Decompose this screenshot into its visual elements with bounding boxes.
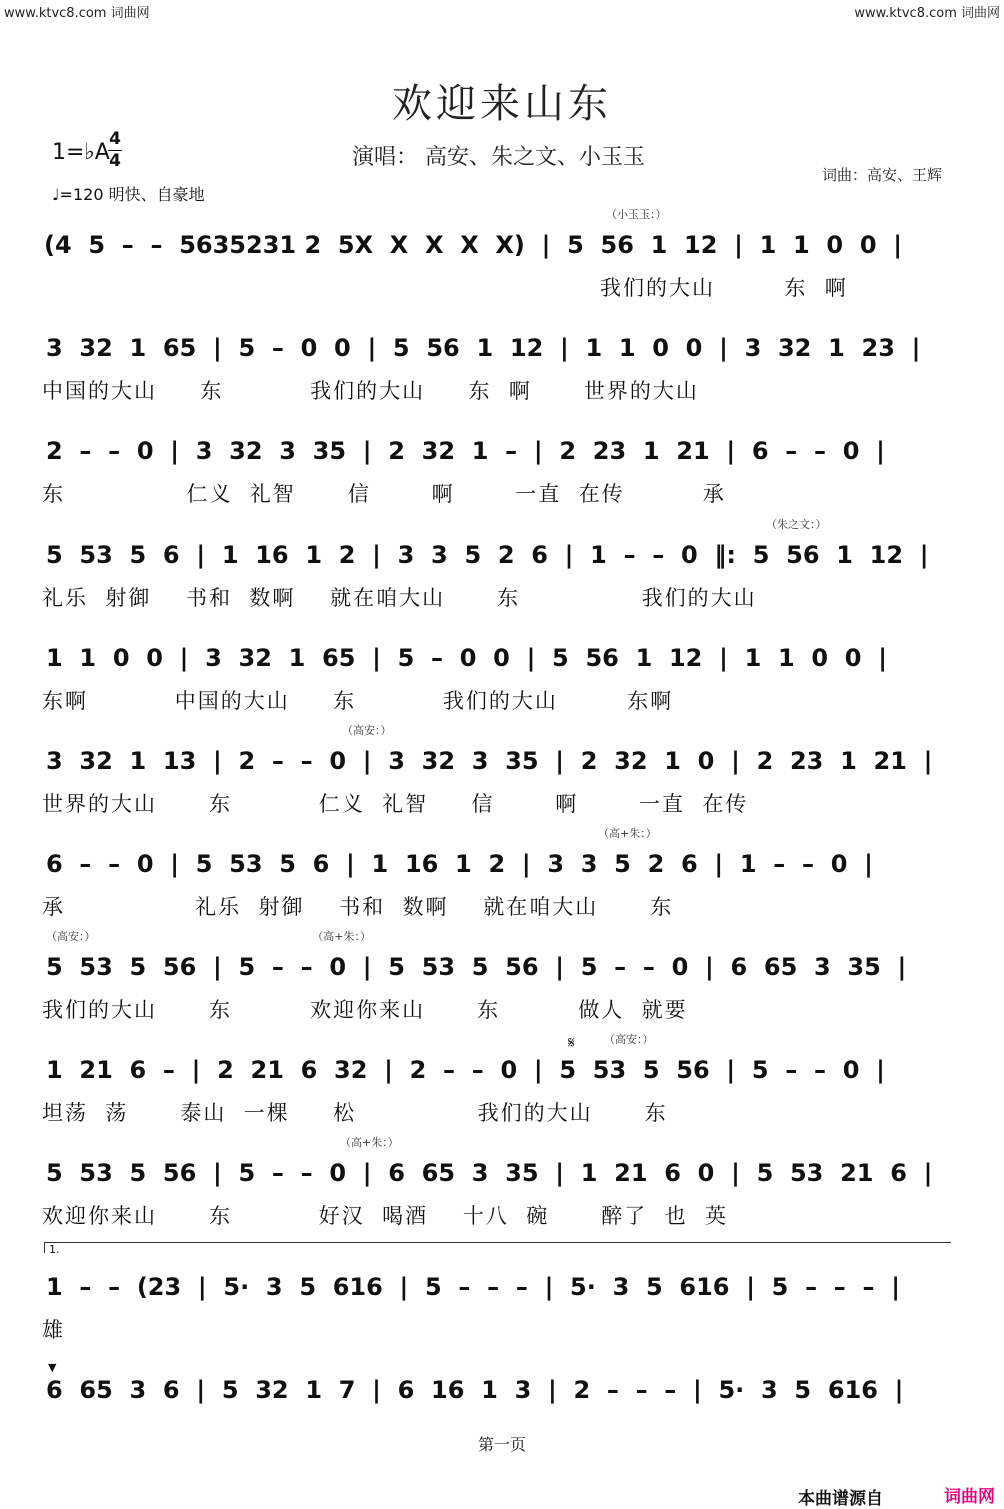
section-label: （高+朱：） (598, 827, 657, 840)
notation (40, 746, 960, 786)
volta-label: 1. (49, 1243, 60, 1256)
lyrics: 东啊 中国的大山 东 我们的大山 东啊 (42, 689, 674, 713)
song-title: 欢迎来山东 (392, 81, 612, 127)
section-label: （高安：） (342, 724, 392, 737)
credits: 词曲：高安、王辉 (822, 166, 943, 184)
site-url-right: www.ktvc8.com 词曲网 (854, 6, 1000, 21)
lyrics: 礼乐 射御 书和 数啊 就在咱大山 东 我们的大山 (42, 586, 757, 610)
notes-text: 3 32 1 65 | 5 – 0 0 | 5 56 1 12 | 1 1 0 0 | 3 32 1 23 | (46, 334, 921, 362)
source-label: 本曲谱源自 (798, 1489, 883, 1509)
notes-text: 2 – – 0 | 3 32 3 35 | 2 32 1 – | 2 23 1 21 | 6 – – 0 | (46, 437, 885, 465)
time-signature-bottom: 4 (109, 151, 121, 171)
lyrics: 我们的大山 东 啊 (600, 276, 848, 300)
lyrics: 坦荡 荡 泰山 一棵 松 我们的大山 东 (42, 1101, 668, 1125)
lyrics: 东 仁义 礼智 信 啊 一直 在传 承 (42, 482, 726, 506)
score-line-6 (0, 724, 1004, 846)
lyrics: 欢迎你来山 东 好汉 喝酒 十八 碗 醉了 也 英 (42, 1204, 728, 1228)
time-signature-top: 4 (109, 129, 121, 149)
notation (40, 643, 960, 683)
score-line-5 (0, 643, 1004, 743)
notes-text: 3 32 1 13 | 2 – – 0 | 3 32 3 35 | 2 32 1 0 | 2 23 1 21 | (46, 747, 933, 775)
page-number: 第一页 (477, 1435, 526, 1454)
notes-text: 5 53 5 6 | 1 16 1 2 | 3 3 5 2 6 | 1 – – 0 ‖: 5 56 1 12 | (46, 541, 929, 569)
lyrics: 雄 (42, 1318, 65, 1342)
lyrics: 承 礼乐 射御 书和 数啊 就在咱大山 东 (42, 895, 674, 919)
section-label: （朱之文：） (766, 518, 827, 531)
lyrics: 世界的大山 东 仁义 礼智 信 啊 一直 在传 (42, 792, 749, 816)
section-label: （小玉玉：） (606, 208, 667, 221)
score-line-4 (0, 518, 1004, 640)
notation (40, 230, 960, 270)
notes-text: 5 53 5 56 | 5 – – 0 | 6 65 3 35 | 1 21 6 0 | 5 53 21 6 | (46, 1159, 933, 1187)
site-url-left: www.ktvc8.com 词曲网 (4, 6, 150, 21)
notes-text: 1 21 6 – | 2 21 6 32 | 2 – – 0 | 5 53 5 56 | 5 – – 0 | (46, 1056, 885, 1084)
tempo-marking: ♩=120 明快、自豪地 (52, 185, 205, 204)
notation (40, 436, 960, 476)
notation (40, 333, 960, 373)
accent-marker-icon: ▼ (48, 1361, 57, 1374)
notes-text: 1 1 0 0 | 3 32 1 65 | 5 – 0 0 | 5 56 1 12 | 1 1 0 0 | (46, 644, 887, 672)
singers: 演唱： 高安、朱之文、小玉玉 (352, 145, 645, 170)
section-label: （高安：） (604, 1033, 654, 1046)
notation (40, 1272, 960, 1312)
section-label: （高+朱：） (340, 1136, 399, 1149)
notes-text: 6 – – 0 | 5 53 5 6 | 1 16 1 2 | 3 3 5 2 6 | 1 – – 0 | (46, 850, 873, 878)
segno-icon: 𝄋 (568, 1033, 575, 1052)
notation (40, 1158, 960, 1198)
score-line-9 (0, 1033, 1004, 1155)
volta-bracket (44, 1242, 951, 1256)
score-line-11 (0, 1272, 1004, 1372)
notes-text: 1 – – (23 | 5· 3 5 616 | 5 – – – | 5· 3 5 616 | 5 – – – | (46, 1273, 900, 1301)
notation (40, 952, 960, 992)
notation (40, 849, 960, 889)
score-line-8 (0, 930, 1004, 1052)
key-signature: 1=♭A (52, 140, 110, 165)
notation (40, 1375, 960, 1415)
lyrics: 我们的大山 东 欢迎你来山 东 做人 就要 (42, 998, 688, 1022)
site-logo: 词曲网 (944, 1487, 995, 1507)
notation (40, 1055, 960, 1095)
notes-text: (4 5 – – 5635231 2 5X X X X X) | 5 56 1 12 | 1 1 0 0 | (44, 231, 903, 259)
section-label: （高安：） （高+朱：） (46, 930, 372, 943)
time-signature (108, 130, 122, 171)
score-line-1 (0, 208, 1004, 330)
notes-text: 5 53 5 56 | 5 – – 0 | 5 53 5 56 | 5 – – 0 | 6 65 3 35 | (46, 953, 907, 981)
notation (40, 540, 960, 580)
score-line-12 (0, 1361, 1004, 1475)
notes-text: 6 65 3 6 | 5 32 1 7 | 6 16 1 3 | 2 – – – | 5· 3 5 616 | (46, 1376, 904, 1404)
lyrics: 中国的大山 东 我们的大山 东 啊 世界的大山 (42, 379, 699, 403)
score-line-2 (0, 333, 1004, 433)
score-line-3 (0, 436, 1004, 536)
